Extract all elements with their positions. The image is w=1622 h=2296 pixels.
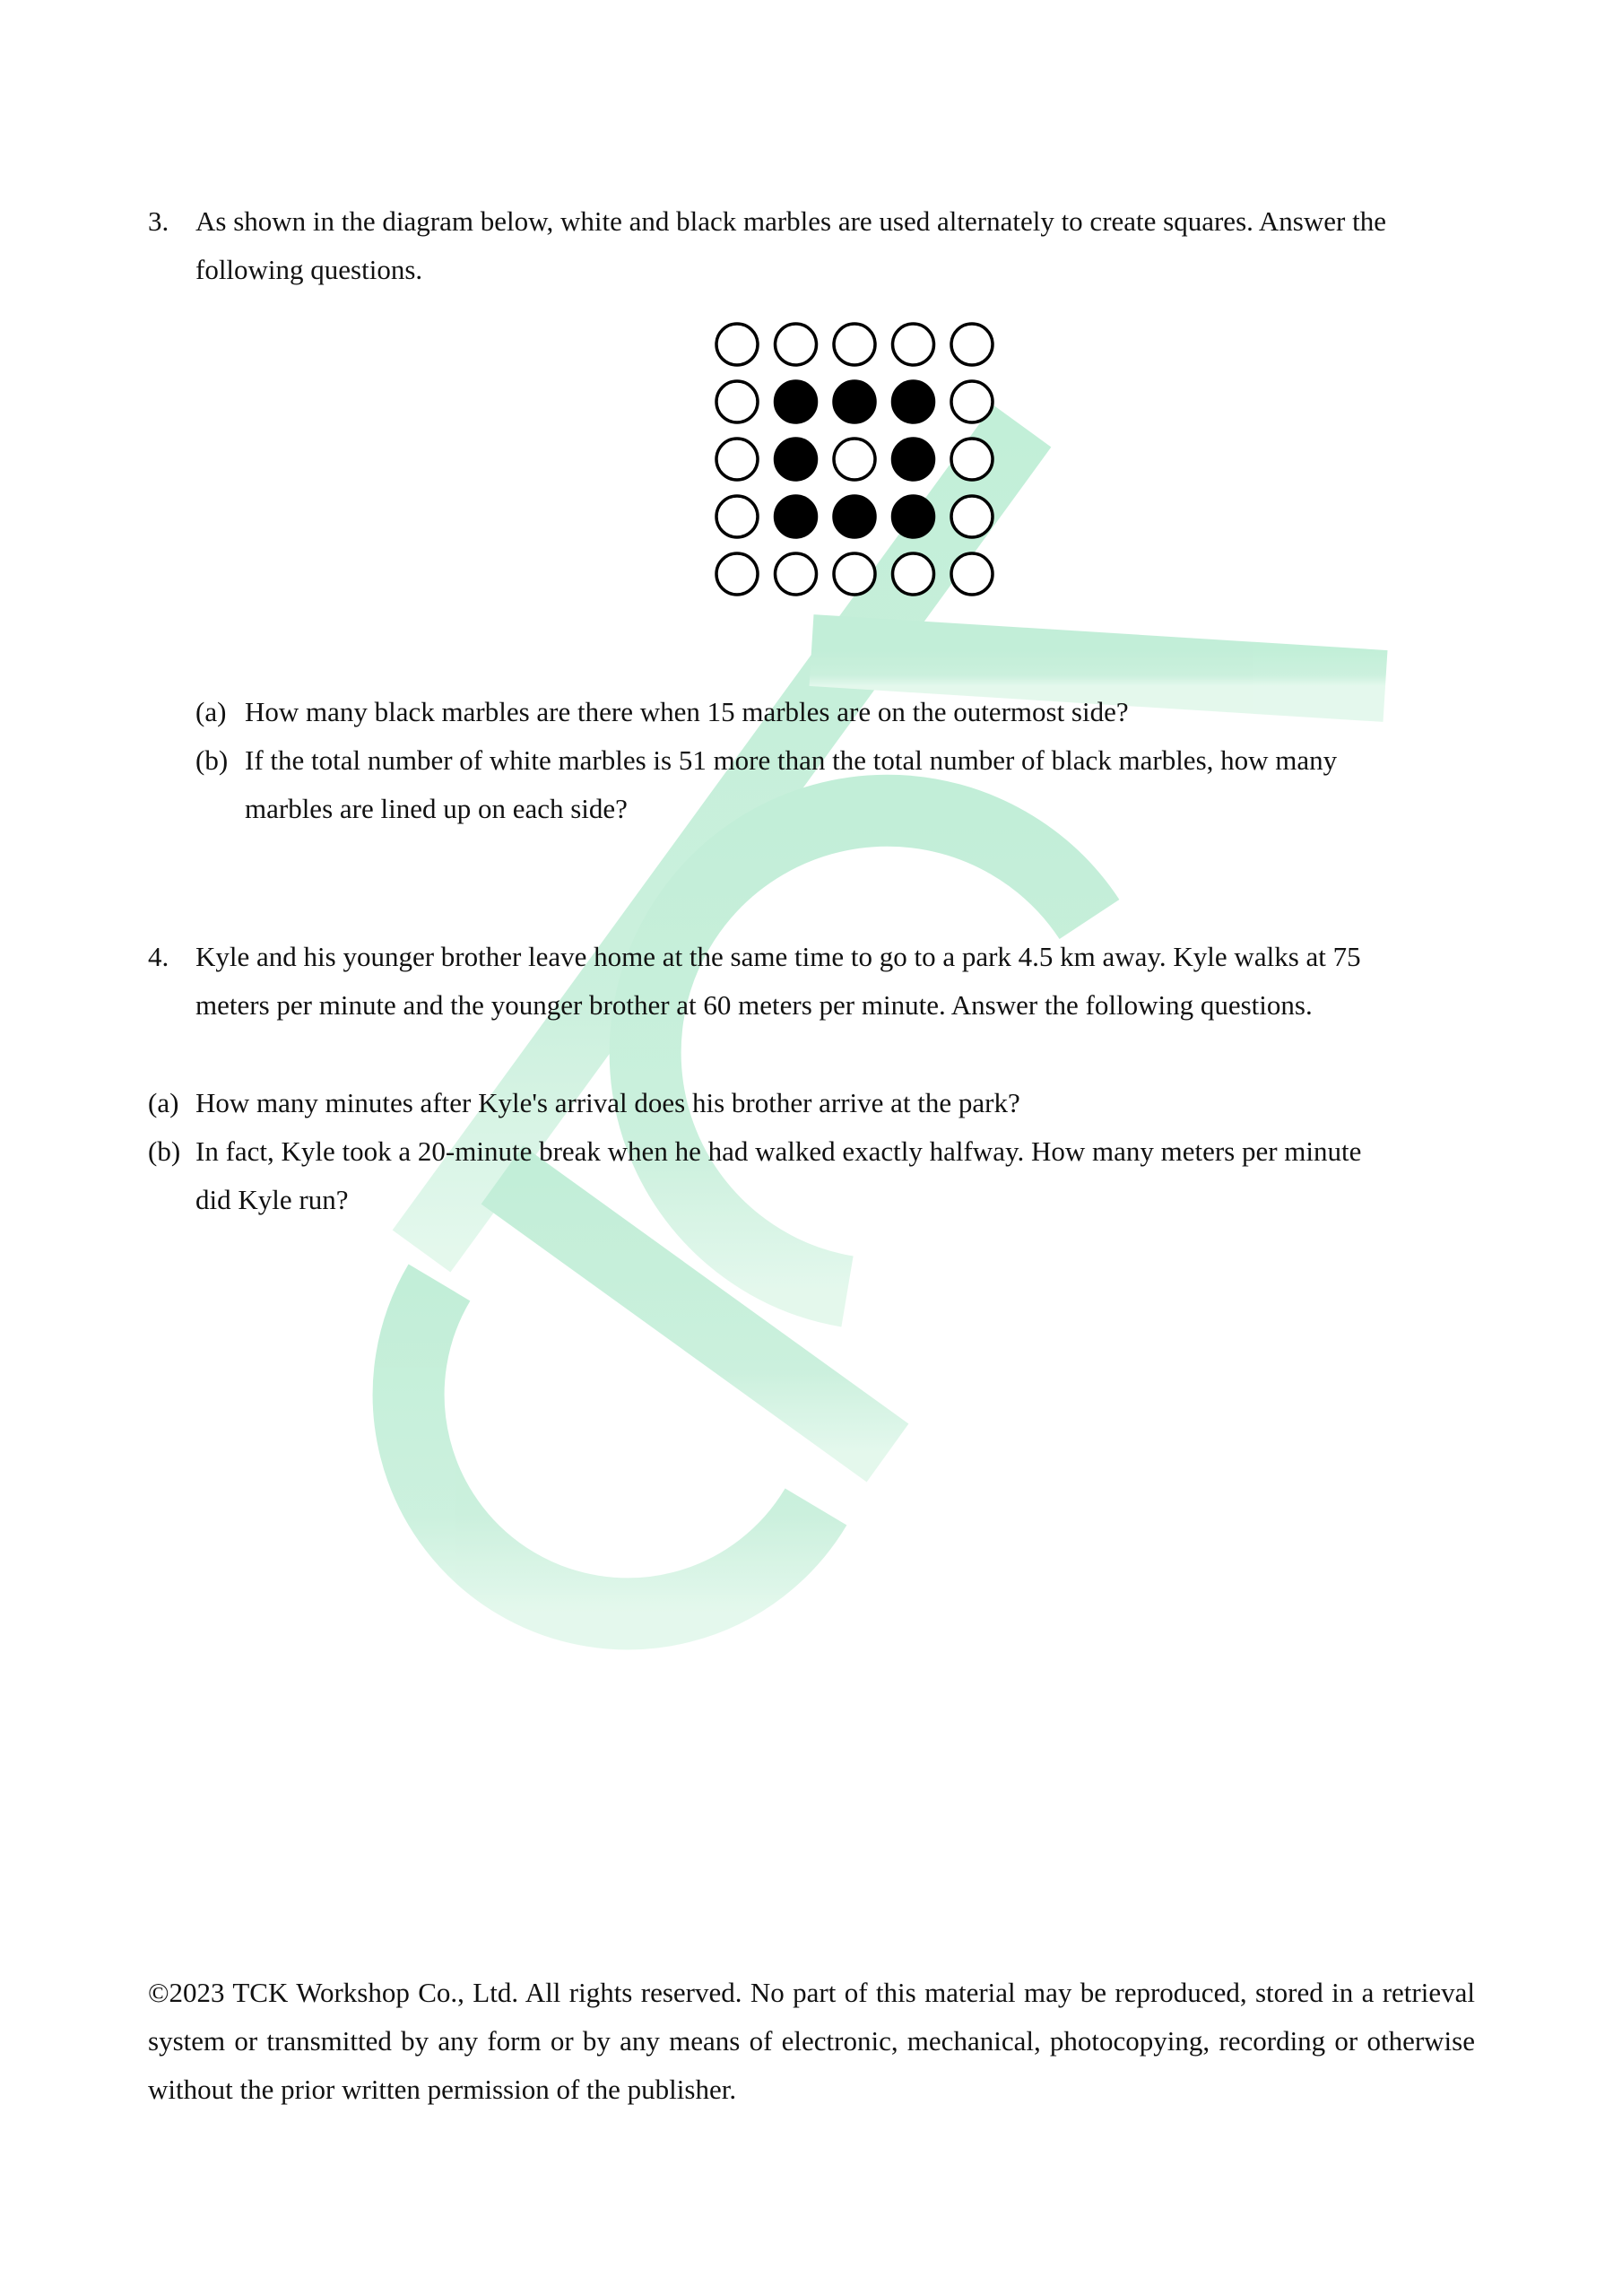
black-marble	[893, 381, 934, 422]
white-marble	[776, 324, 817, 365]
black-marble	[834, 381, 875, 422]
question-4b-text-line2: did Kyle run?	[195, 1184, 349, 1215]
black-marble	[834, 496, 875, 537]
white-marble	[893, 553, 934, 595]
question-4b-label: (b)	[148, 1135, 181, 1167]
white-marble	[951, 381, 993, 422]
question-3a-label: (a)	[195, 696, 227, 727]
white-marble	[716, 324, 758, 365]
white-marble	[951, 324, 993, 365]
question-3-text-line2: following questions.	[195, 254, 423, 285]
black-marble	[776, 439, 817, 480]
black-marble	[893, 496, 934, 537]
question-4-number: 4.	[148, 941, 169, 972]
question-3-number: 3.	[148, 205, 169, 237]
white-marble	[716, 439, 758, 480]
copyright-notice: ©2023 TCK Workshop Co., Ltd. All rights reserved. No part of this material may be reproduced, stored in a retrieval system or transmitted by any form or by any means of electronic, mechanical, photocopying, recording or otherwise without the prior written permission of the publisher.	[148, 1977, 1475, 2105]
question-4-text-line2: meters per minute and the younger brother at 60 meters per minute. Answer the following questions.	[195, 989, 1313, 1021]
white-marble	[716, 496, 758, 537]
question-3b-text-line1: If the total number of white marbles is 51 more than the total number of black marbles, how many	[245, 744, 1338, 776]
white-marble	[834, 439, 875, 480]
question-3a-text: How many black marbles are there when 15 marbles are on the outermost side?	[245, 696, 1129, 727]
question-4a-label: (a)	[148, 1087, 179, 1118]
question-4-text-line1: Kyle and his younger brother leave home at the same time to go to a park 4.5 km away. Kyle walks at 75	[195, 941, 1361, 972]
white-marble	[951, 553, 993, 595]
black-marble	[893, 439, 934, 480]
question-4b-text-line1: In fact, Kyle took a 20-minute break when he had walked exactly halfway. How many meters per minute	[195, 1135, 1362, 1167]
white-marble	[834, 324, 875, 365]
white-marble	[893, 324, 934, 365]
white-marble	[834, 553, 875, 595]
white-marble	[951, 496, 993, 537]
white-marble	[716, 381, 758, 422]
black-marble	[776, 496, 817, 537]
black-marble	[776, 381, 817, 422]
marble-diagram	[713, 320, 1000, 600]
white-marble	[951, 439, 993, 480]
question-3-text-line1: As shown in the diagram below, white and black marbles are used alternately to create squares. Answer the	[195, 205, 1386, 237]
question-3b-text-line2: marbles are lined up on each side?	[245, 793, 628, 824]
question-4a-text: How many minutes after Kyle's arrival does his brother arrive at the park?	[195, 1087, 1020, 1118]
question-3b-label: (b)	[195, 744, 229, 776]
white-marble	[716, 553, 758, 595]
white-marble	[776, 553, 817, 595]
